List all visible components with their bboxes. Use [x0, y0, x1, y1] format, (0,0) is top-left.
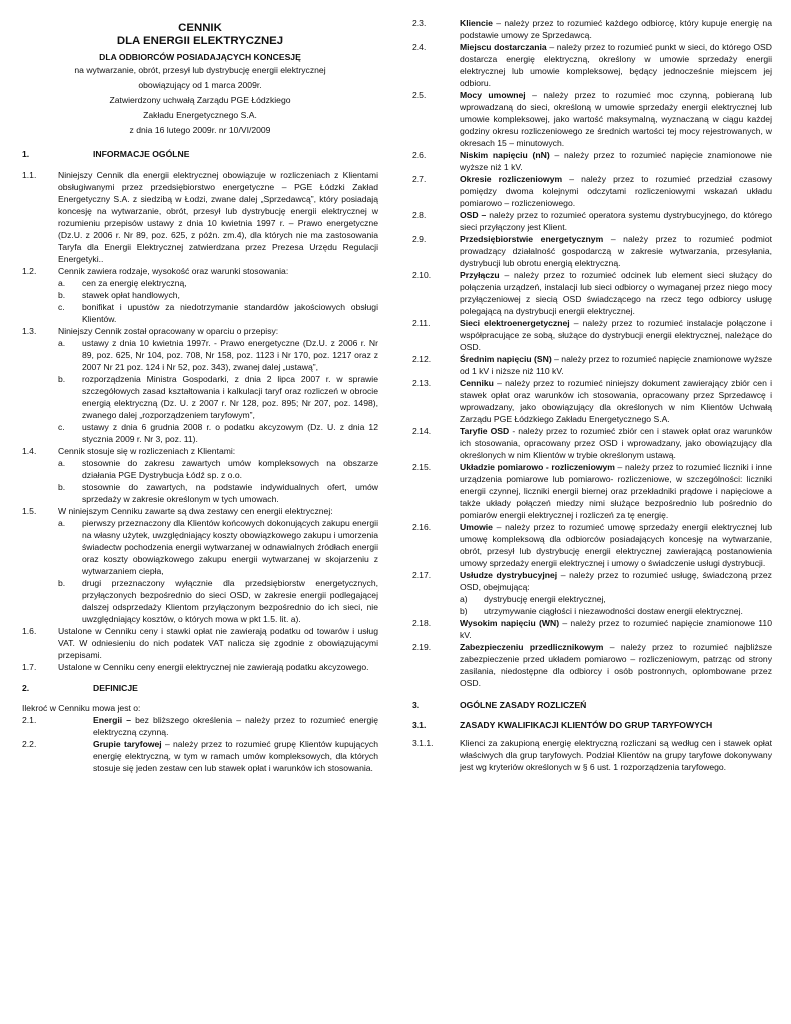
paragraph-text: Cennik zawiera rodzaje, wysokość oraz warunki stosowania:: [58, 266, 289, 276]
subsection-heading: [412, 719, 772, 731]
list-text: stosownie do zakresu zawartych umów kompleksowych na obszarze działania PGE Dystrybucja Łódź sp. z o.o.: [82, 458, 378, 480]
subtitle-line: obowiązujący od 1 marca 2009r.: [138, 80, 262, 90]
title-line-1: CENNIK: [178, 22, 222, 34]
definition-term: Średnim napięciu (SN): [460, 354, 552, 364]
definition-text: – należy przez to rozumieć usługę, świadczoną przez OSD, obejmującą:: [460, 570, 772, 592]
definition-number: 2.18.: [412, 618, 432, 628]
list-letter: b.: [58, 482, 66, 492]
definition: [412, 149, 772, 173]
definition-number: 2.14.: [412, 426, 432, 436]
definition-term: Usłudze dystrybucyjnej: [460, 570, 558, 580]
subtitle-line: Zakładu Energetycznego S.A.: [143, 110, 257, 120]
definition-text: – należy przez to rozumieć liczniki i inne urządzenia pomiarowe lub pomiarowo- rozliczeniowe, w szczególności: liczniki energii czynnej, liczniki energii biernej oraz przekładniki prądowe i napięciowe a także układy połączeń miedzy nimi służące bezpośrednio lub pośrednio do pomiarów energii elektrycznej i rozliczeń za tę energię.: [460, 462, 772, 520]
paragraph-number: 1.7.: [22, 662, 37, 672]
definition-number: 2.15.: [412, 462, 432, 472]
list-text: dystrybucję energii elektrycznej,: [484, 594, 606, 604]
definition: [412, 89, 772, 149]
definition-text: – należy przez to rozumieć napięcie znamionowe wyższe od 1 kV i niższe niż 110 kV.: [460, 354, 773, 376]
paragraph: [22, 169, 378, 265]
section-heading: [412, 699, 772, 711]
definition-term: Wysokim napięciu (WN): [460, 618, 560, 628]
subtitle-line: na wytwarzanie, obrót, przesył lub dystrybucję energii elektrycznej: [74, 65, 326, 75]
definition-body: [460, 617, 772, 641]
definition: [412, 353, 772, 377]
list-item: [58, 517, 378, 577]
definition: [412, 461, 772, 521]
list-letter: c.: [58, 422, 65, 432]
list-text: stawek opłat handlowych,: [82, 290, 180, 300]
definition-body: [460, 569, 772, 617]
definition-body: [460, 425, 772, 461]
definition-term: Cenniku: [460, 378, 494, 388]
definition-term: Grupie taryfowej: [93, 739, 162, 749]
section-title: INFORMACJE OGÓLNE: [93, 149, 190, 159]
list-text: pierwszy przeznaczony dla Klientów końcowych dokonujących zakupu energii na własny użytek, uwzględniający koszty obowiązkowego zakupu i umorzenia świadectw pochodzenia energii wytwarzanej w odnawialnych źródłach energii oraz koszty obowiązkowego zakupu energii wytwarzanej w skojarzeniu z wytwarzaniem ciepła,: [82, 518, 378, 576]
left-column: [22, 0, 378, 774]
definition-term: Kliencie: [460, 18, 493, 28]
definition-text: – należy przez to rozumieć najbliższe zabezpieczenie przed układem pomiarowo – rozliczeniowym, patrząc od strony zasilania, niedostępne dla odbiorcy i osób postronnych, oplombowane przez OSD.: [460, 642, 772, 688]
list-letter: a.: [58, 518, 66, 528]
list-item: [58, 277, 378, 289]
list-letter: b.: [58, 578, 66, 588]
list-item: [58, 457, 378, 481]
subsection-number: 3.1.: [412, 720, 427, 730]
paragraph-text: Ustalone w Cenniku ceny energii elektrycznej nie zawierają podatku akcyzowego.: [58, 662, 369, 672]
definition-number: 2.7.: [412, 174, 427, 184]
definition: [412, 641, 772, 689]
definition: [412, 233, 772, 269]
subsection-title: ZASADY KWALIFIKACJI KLIENTÓW DO GRUP TARYFOWYCH: [460, 720, 713, 730]
definition-body: [460, 317, 772, 353]
section-title: OGÓLNE ZASADY ROZLICZEŃ: [460, 700, 587, 710]
definition-body: [93, 738, 378, 774]
definition-text: – należy przez to rozumieć podmiot prowadzący działalność gospodarczą w zakresie wytwarzania, przesyłania, dystrybucji lub obrotu energią elektryczną.: [460, 234, 772, 268]
definition-body: [460, 269, 772, 317]
list-item: [460, 593, 772, 605]
paragraph-text: Ustalone w Cenniku ceny i stawki opłat nie zawierają podatku od towarów i usług VAT. W odniesieniu do nich podatek VAT nalicza się zgodnie z obowiązującymi przepisami.: [58, 626, 378, 660]
definition: [412, 209, 772, 233]
paragraph: [22, 625, 378, 661]
definition-term: Układzie pomiarowo - rozliczeniowym: [460, 462, 615, 472]
definition-number: 2.10.: [412, 270, 432, 280]
definition-term: Przyłączu: [460, 270, 500, 280]
definition-text: – należy przez to rozumieć odcinek lub element sieci służący do połączenia urządzeń, instalacji lub sieci odbiorcy o wymaganej przez niego mocy przyłączeniowej z siecią OSD świadczącego na rzecz tego odbiorcy usługę polegającą na dystrybucji energii elektrycznej.: [460, 270, 772, 316]
paragraph-body: [58, 325, 378, 445]
definition: [412, 317, 772, 353]
definition-body: [460, 41, 772, 89]
definition-body: [460, 353, 772, 377]
list-text: utrzymywanie ciągłości i niezawodności dostaw energii elektrycznej.: [484, 606, 743, 616]
list-item: [58, 577, 378, 625]
paragraph-text: Klienci za zakupioną energię elektryczną rozliczani są według cen i stawek opłat właściwych dla grup taryfowych. Podział Klientów na grupy taryfowe dokonywany jest wg kryteriów określonych w § 6 ust. 1 rozporządzenia taryfowego.: [460, 738, 772, 772]
definition-text: – należy przez to rozumieć moc czynną, pobieraną lub wprowadzaną do sieci, określoną w umowie sprzedaży energii elektrycznej lub umowie kompleksowej, jako wartość maksymalną, wyznaczaną w ciągu każdej godziny okresu rozliczeniowego ze średnich wartości tej mocy rejestrowanych, w okresach 15 – minutowych.: [460, 90, 772, 148]
definition-text: – należy przez to rozumieć umowę sprzedaży energii elektrycznej lub umowę kompleksową dla odbiorców posiadających koncesję na wytwarzanie, obrót, przesył lub dystrybucję energii elektrycznej zawierającą postanowienia umowy sprzedaży energii elektrycznej i umowy o świadczenie usługi dystrybucji.: [460, 522, 772, 568]
list-text: cen za energię elektryczną,: [82, 278, 187, 288]
definition-term: Sieci elektroenergetycznej: [460, 318, 570, 328]
definition-number: 2.16.: [412, 522, 432, 532]
definition-number: 2.4.: [412, 42, 427, 52]
definition-term: Taryfie OSD: [460, 426, 510, 436]
definition-number: 2.2.: [22, 739, 37, 749]
definition-body: [460, 173, 772, 209]
definition: [412, 269, 772, 317]
definition-number: 2.5.: [412, 90, 427, 100]
definition-text: należy przez to rozumieć operatora systemu dystrybucyjnego, do którego sieci przyłączony jest Klient.: [460, 210, 772, 232]
title-line-3: DLA ODBIORCÓW POSIADAJĄCYCH KONCESJĘ: [99, 52, 301, 62]
right-column: [412, 17, 772, 773]
definition-number: 2.13.: [412, 378, 432, 388]
paragraph-body: [58, 505, 378, 625]
paragraph: [22, 445, 378, 505]
paragraph: [22, 661, 378, 673]
list-letter: a): [460, 594, 468, 604]
paragraph-number: 1.6.: [22, 626, 37, 636]
list-item: [58, 421, 378, 445]
list-letter: a.: [58, 278, 66, 288]
definition-text: – należy przez to rozumieć przedział czasowy pomiędzy dwoma kolejnymi odczytami rozliczeniowymi wskazań układu pomiarowo – rozliczeniowego.: [460, 174, 772, 208]
definition-body: [460, 521, 772, 569]
definition-term: Zabezpieczeniu przedlicznikowym: [460, 642, 604, 652]
definition-number: 2.19.: [412, 642, 432, 652]
paragraph-body: [58, 445, 378, 505]
paragraph-number: 1.3.: [22, 326, 37, 336]
list-item: [58, 373, 378, 421]
paragraph: [22, 505, 378, 625]
definition-text: - należy przez to rozumieć zbiór cen i stawek opłat oraz warunków ich stosowania, opracowany przez OSD i wprowadzany, jako obowiązujący dla określonych w nim Klientów w trybie określonym ustawą.: [460, 426, 773, 460]
section-title: DEFINICJE: [93, 683, 138, 693]
paragraph-number: 1.1.: [22, 170, 37, 180]
paragraph-text: Niniejszy Cennik został opracowany w oparciu o przepisy:: [58, 326, 279, 336]
paragraph-body: [58, 265, 378, 325]
definition-text: – należy przez to rozumieć grupę Klientów kupujących energię elektryczną, w tym w ramach umów kompleksowych, dla których stosuje się jeden zestaw cen lub stawek opłat i warunków ich stosowania.: [93, 739, 378, 773]
definition-number: 2.1.: [22, 715, 37, 725]
definition: [412, 377, 772, 425]
definition-body: [460, 377, 772, 425]
list-item: [58, 481, 378, 505]
subtitle-line: Zatwierdzony uchwałą Zarządu PGE Łódzkiego: [109, 95, 291, 105]
definition-body: [460, 89, 772, 149]
definition-term: Przedsiębiorstwie energetycznym: [460, 234, 604, 244]
paragraph-number: 1.2.: [22, 266, 37, 276]
list-text: drugi przeznaczony wyłącznie dla przedsiębiorstw energetycznych, przyłączonych bezpośrednio do sieci OSD, w zakresie energii podlegającej dalszej odsprzedaży Klientom przyłączonym bezpośrednio do ich sieci, nie uwzględniający kosztów, o których mowa w pkt 1.5. lit. a).: [82, 578, 378, 624]
definition-term: Okresie rozliczeniowym: [460, 174, 563, 184]
document-header: [22, 22, 378, 138]
definition-body: [93, 714, 378, 738]
paragraph-number: 3.1.1.: [412, 738, 434, 748]
definition-number: 2.12.: [412, 354, 432, 364]
definition: [412, 41, 772, 89]
list-item: [460, 605, 772, 617]
section-number: 2.: [22, 683, 30, 693]
list-item: [58, 301, 378, 325]
definition: [22, 738, 378, 774]
paragraph-text: W niniejszym Cenniku zawarte są dwa zestawy cen energii elektrycznej:: [58, 506, 333, 516]
definition-body: [460, 17, 772, 41]
definition-term: Mocy umownej: [460, 90, 526, 100]
definition-number: 2.11.: [412, 318, 431, 328]
definition-body: [460, 641, 772, 689]
list-letter: a.: [58, 338, 66, 348]
paragraph: [22, 265, 378, 325]
definition-text: – należy przez to rozumieć napięcie znamionowe nie wyższe niż 1 kV.: [460, 150, 772, 172]
definition-term: Niskim napięciu (nN): [460, 150, 550, 160]
paragraph: [22, 325, 378, 445]
section-intro: Ilekroć w Cenniku mowa jest o:: [22, 703, 141, 713]
definition-text: – należy przez to rozumieć napięcie znamionowe 110 kV.: [460, 618, 772, 640]
definition: [22, 714, 378, 738]
list-letter: b.: [58, 374, 66, 384]
list-text: ustawy z dnia 10 kwietnia 1997r. - Prawo energetyczne (Dz.U. z 2006 r. Nr 89, poz. 625, Nr 104, poz. 708, Nr 158, poz. 1123 i Nr 170, poz. 1217 oraz z 2007 Nr 21 poz. 124 i Nr 52, poz. 343), zwanej dalej „ustawą”,: [82, 338, 378, 372]
paragraph-text: Cennik stosuje się w rozliczeniach z Klientami:: [58, 446, 236, 456]
list-letter: b.: [58, 290, 66, 300]
definition-number: 2.6.: [412, 150, 427, 160]
definition-term: Umowie: [460, 522, 493, 532]
section-number: 3.: [412, 700, 420, 710]
subtitle-line: z dnia 16 lutego 2009r. nr 10/VI/2009: [129, 125, 271, 135]
definition-number: 2.9.: [412, 234, 427, 244]
definition-number: 2.17.: [412, 570, 432, 580]
definition-text: – należy przez to rozumieć punkt w sieci, do którego OSD dostarcza energię elektryczną, określony w umowie sprzedaży energii elektrycznej lub umowie kompleksowej, będący jednocześnie miejscem jej odbioru.: [460, 42, 772, 88]
paragraph: [412, 737, 772, 773]
definition-text: – należy przez to rozumieć każdego odbiorcę, który kupuje energię na podstawie umowy ze Sprzedawcą.: [460, 18, 772, 40]
definition-text: bez bliższego określenia – należy przez to rozumieć energię elektryczną czynną.: [93, 715, 378, 737]
definition-term: OSD –: [460, 210, 487, 220]
definition: [412, 521, 772, 569]
section-heading: [22, 148, 378, 160]
paragraph-number: 1.5.: [22, 506, 37, 516]
definition-number: 2.3.: [412, 18, 427, 28]
list-text: bonifikat i upustów za niedotrzymanie standardów jakościowych obsługi Klientów.: [82, 302, 378, 324]
definition: [412, 17, 772, 41]
list-letter: a.: [58, 458, 66, 468]
paragraph-number: 1.4.: [22, 446, 37, 456]
section-heading: [22, 682, 378, 694]
definition: [412, 425, 772, 461]
definition: [412, 569, 772, 617]
list-text: ustawy z dnia 6 grudnia 2008 r. o podatku akcyzowym (Dz. U. z dnia 12 stycznia 2009 r. Nr 3, poz. 11).: [82, 422, 378, 444]
definition: [412, 173, 772, 209]
list-text: stosownie do zawartych, na podstawie indywidualnych ofert, umów sprzedaży w zakresie określonym w tych umowach.: [82, 482, 378, 504]
definition-body: [460, 233, 772, 269]
definition-term: Miejscu dostarczania: [460, 42, 547, 52]
definition-number: 2.8.: [412, 210, 427, 220]
definition-body: [460, 461, 772, 521]
definition-term: Energii –: [93, 715, 131, 725]
title-line-2: DLA ENERGII ELEKTRYCZNEJ: [116, 35, 284, 47]
section-number: 1.: [22, 149, 30, 159]
definition-text: – należy przez to rozumieć instalacje połączone i współpracujące ze sobą, służące do dystrybucji energii elektrycznej, należące do OSD.: [460, 318, 773, 352]
definition: [412, 617, 772, 641]
list-item: [58, 337, 378, 373]
definition-text: – należy przez to rozumieć niniejszy dokument zawierający zbiór cen i stawek opłat oraz warunków ich stosowania, opracowany przez Sprzedawcę i wprowadzany, jako obowiązujący dla określonych w nim Klientów Uchwałą Zarządu PGE Łódzkiego Zakładu Energetycznego S.A.: [460, 378, 772, 424]
definition-body: [460, 149, 772, 173]
list-letter: c.: [58, 302, 65, 312]
paragraph-text: Niniejszy Cennik dla energii elektrycznej obowiązuje w rozliczeniach z Klientami obsługiwanymi przez przedsiębiorstwo energetyczne – PGE Łódzki Zakład Energetyczny S.A. z siedzibą w Łodzi, zwane dalej „Sprzedawcą”, który posiadają koncesję na wytwarzanie, obrót, przesył lub dystrybucję energii elektrycznej w rozumieniu przepisów ustawy z dnia 10 kwietnia 1997 r. – Prawo energetyczne (Dz.U. z 2006 r. Nr 89, poz. 625, z późn. zm.4), dla których nie ma zastosowania Taryfa dla Energii Elektrycznej zatwierdzana przez Prezesa Urzędu Regulacji Energetyki..: [58, 170, 378, 264]
list-letter: b): [460, 606, 468, 616]
list-item: [58, 289, 378, 301]
list-text: rozporządzenia Ministra Gospodarki, z dnia 2 lipca 2007 r. w sprawie szczegółowych zasad kształtowania i kalkulacji taryf oraz rozliczeń w obrocie energią elektryczną (Dz. U. z 2007 r. Nr 128, poz. 895; Nr 207, poz. 1498), zwanego dalej „rozporządzeniem taryfowym”,: [82, 374, 378, 420]
definition-body: [460, 209, 772, 233]
